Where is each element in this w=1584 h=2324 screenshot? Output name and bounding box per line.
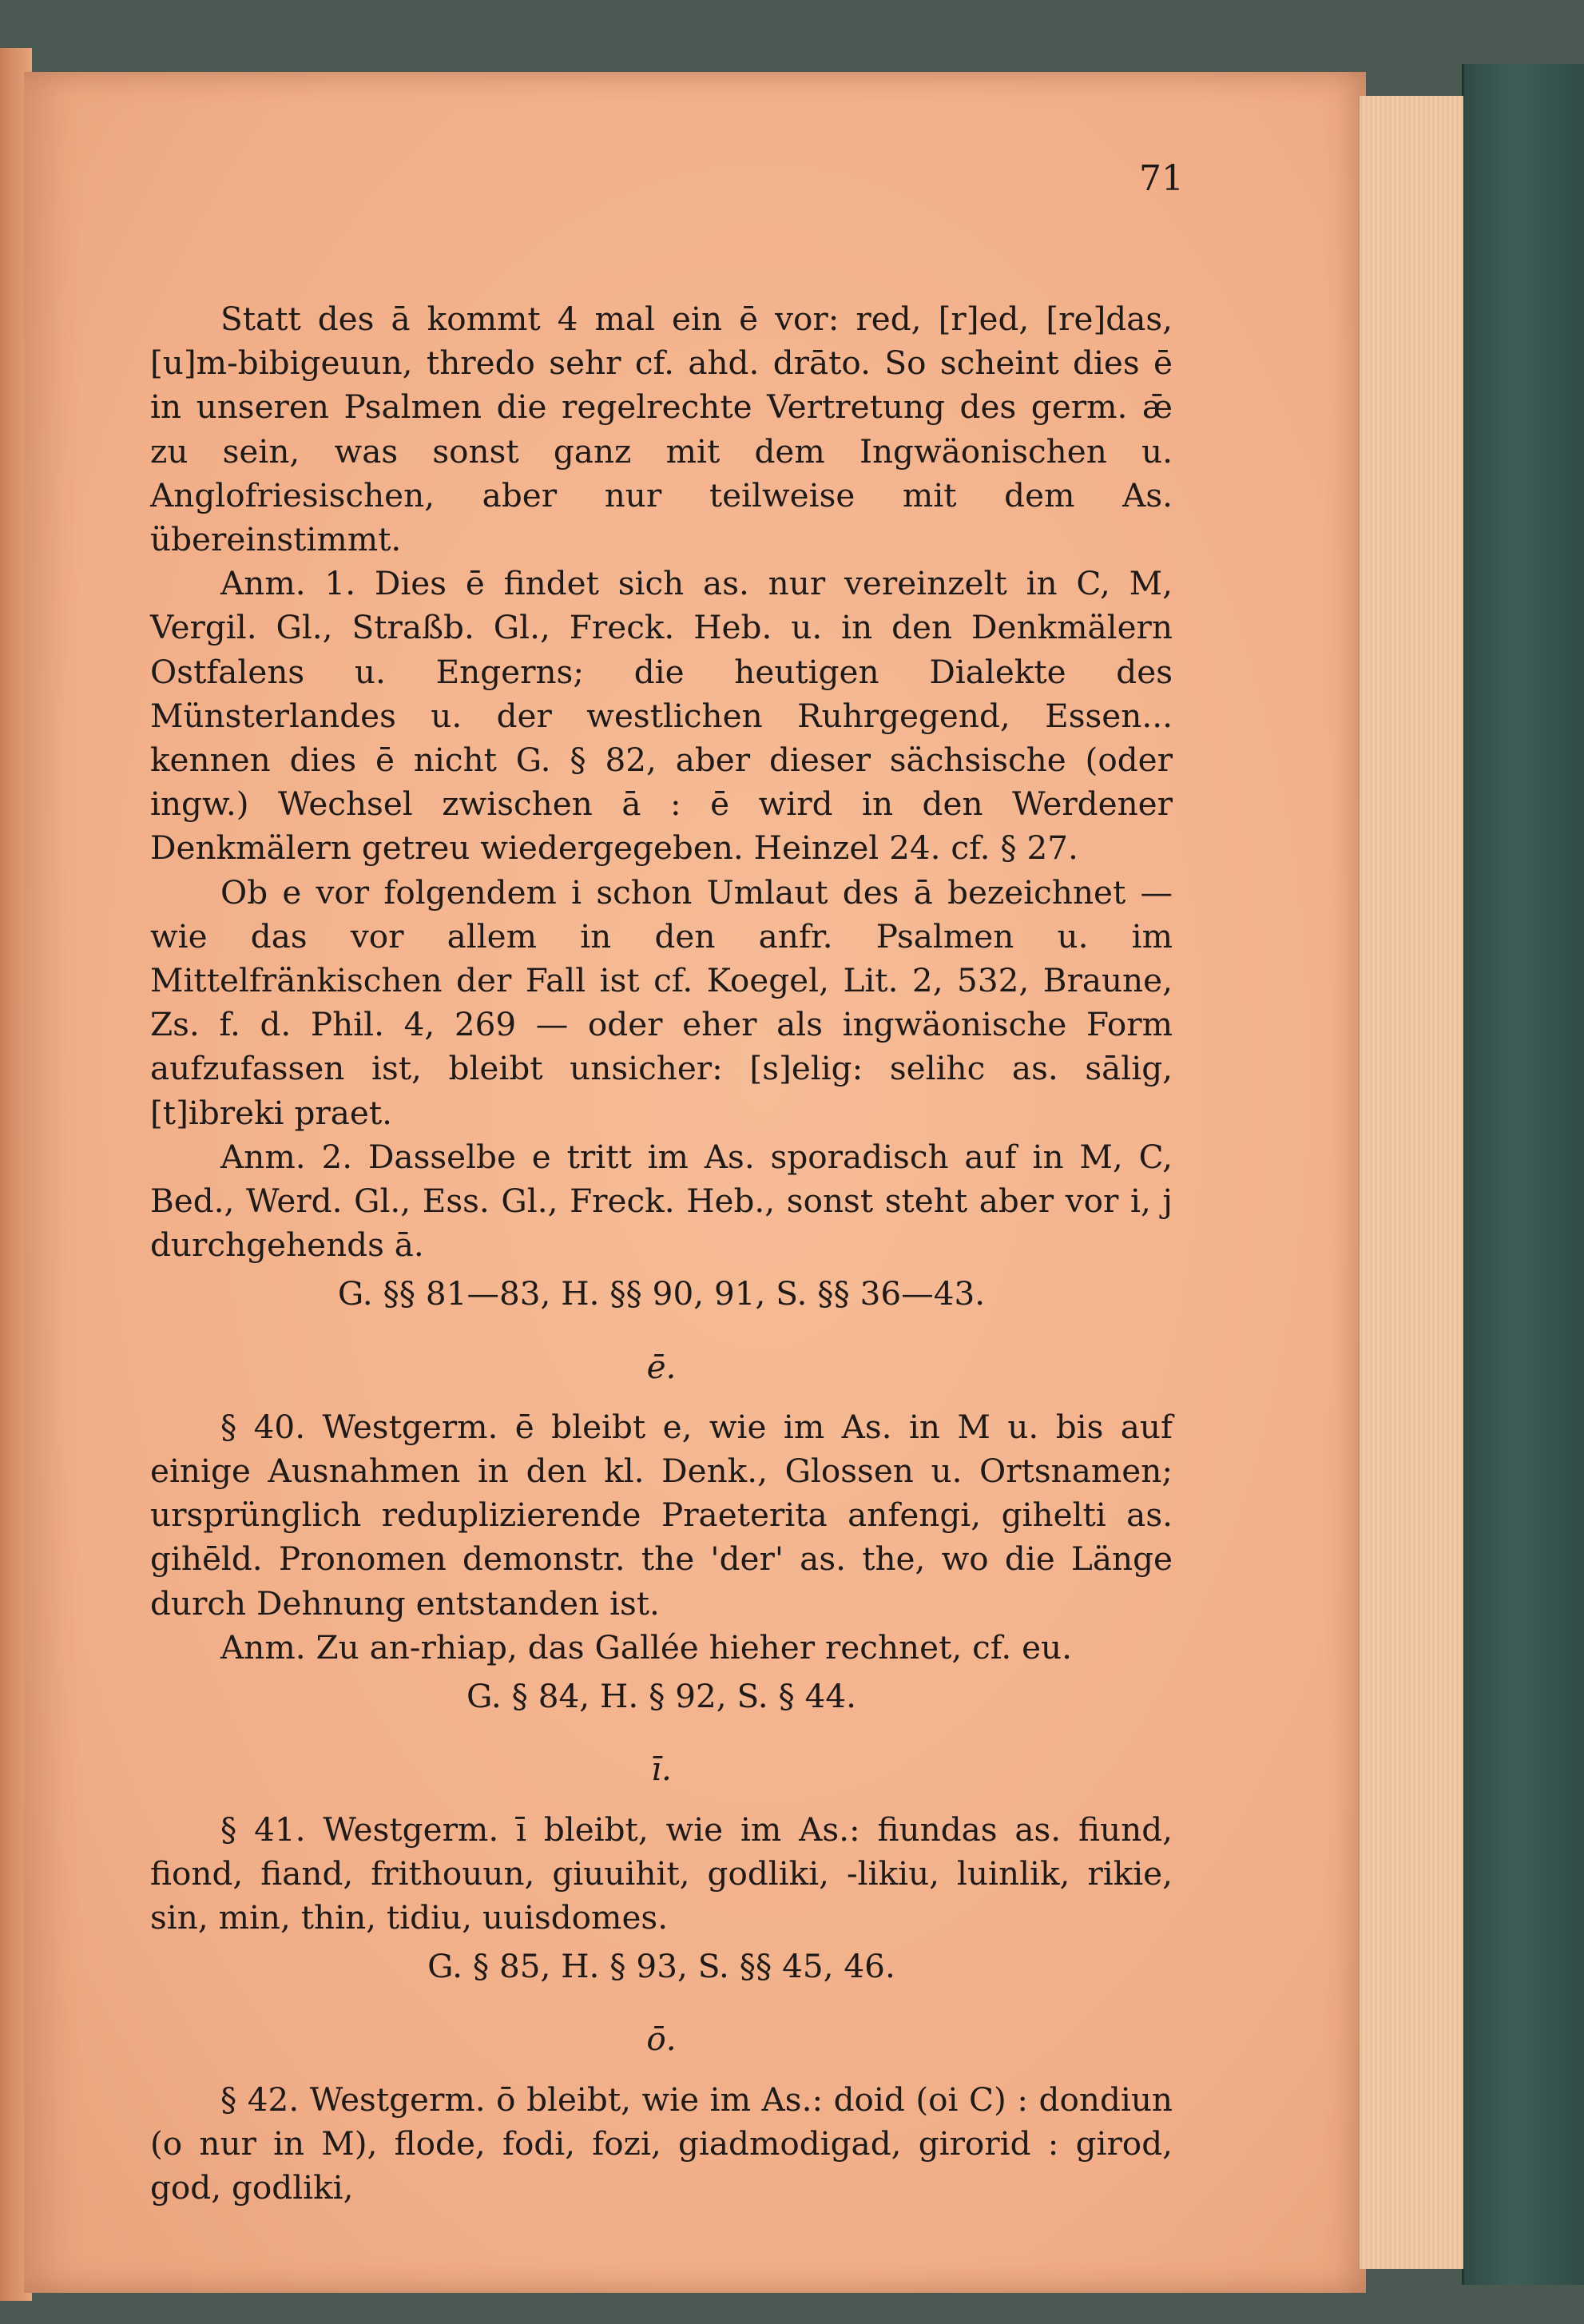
- section-paragraph: § 42. Westgerm. ō bleibt, wie im As.: doid (oi C) : dondiun (o nur in M), flode, fodi, fozi, giadmodigad, girorid : girod, god, godliki,: [150, 2080, 1173, 2207]
- paragraph: Statt des ā kommt 4 mal ein ē vor: red, [r]ed, [re]das, [u]m-bibigeuun, thredo sehr cf. ahd. drāto. So scheint dies ē in unseren Psalmen die regelrechte Vertretung des germ. ǣ zu sein, was sonst ganz mit dem Ingwäonischen u. Anglofriesischen, aber nur teilweise mit dem As. übereinstimmt.: [150, 300, 1173, 559]
- section-heading: ō.: [646, 2020, 677, 2059]
- page-block-edge: [1358, 96, 1463, 2269]
- annotation-paragraph: Anm. 1. Dies ē findet sich as. nur vereinzelt in C, M, Vergil. Gl., Straßb. Gl., Freck. Heb. u. in den Denkmälern Ostfalens u. Engerns; die heutigen Dialekte des Münsterlandes u. der westlichen Ruhrgegend, Essen... kennen dies ē nicht G. § 82, aber dieser sächsische (oder ingw.) Wechsel zwischen ā : ē wird in den Werdener Denkmälern getreu wiedergegeben. Heinzel 24. cf. § 27.: [150, 564, 1173, 868]
- annotation-paragraph: Anm. Zu an-rhiap, das Gallée hieher rechnet, cf. eu.: [220, 1627, 1073, 1667]
- section-heading: ī.: [651, 1750, 672, 1789]
- page-text: [150, 297, 1173, 2210]
- reference-line: G. § 84, H. § 92, S. § 44.: [466, 1677, 857, 1716]
- reference-line: G. §§ 81—83, H. §§ 90, 91, S. §§ 36—43.: [337, 1274, 986, 1313]
- paragraph: Ob e vor folgendem i schon Umlaut des ā bezeichnet — wie das vor allem in den anfr. Psalmen u. im Mittelfränkischen der Fall ist cf. Koegel, Lit. 2, 532, Braune, Zs. f. d. Phil. 4, 269 — oder eher als ingwäonische Form aufzufassen ist, bleibt unsicher: [s]elig: selihc as. sālig, [t]ibreki praet.: [150, 872, 1173, 1132]
- section-paragraph: § 40. Westgerm. ē bleibt e, wie im As. in M u. bis auf einige Ausnahmen in den kl. Denk., Glossen u. Ortsnamen; ursprünglich reduplizierende Praeterita anfengi, gihelti as. gihēld. Pronomen demonstr. the 'der' as. the, wo die Länge durch Dehnung entstanden ist.: [150, 1407, 1173, 1623]
- section-paragraph: § 41. Westgerm. ī bleibt, wie im As.: fiundas as. fiund, fiond, fiand, frithouun, giuuihit, godliki, -likiu, luinlik, rikie, sin, min, thin, tidiu, uuisdomes.: [150, 1810, 1173, 1937]
- reference-line: G. § 85, H. § 93, S. §§ 45, 46.: [427, 1947, 895, 1986]
- page-number: 71: [1139, 158, 1184, 199]
- book-cover-right: [1462, 64, 1584, 2285]
- section-heading: ē.: [646, 1347, 677, 1386]
- annotation-paragraph: Anm. 2. Dasselbe e tritt im As. sporadisch auf in M, C, Bed., Werd. Gl., Ess. Gl., Freck. Heb., sonst steht aber vor i, j durchgehends ā.: [150, 1137, 1173, 1265]
